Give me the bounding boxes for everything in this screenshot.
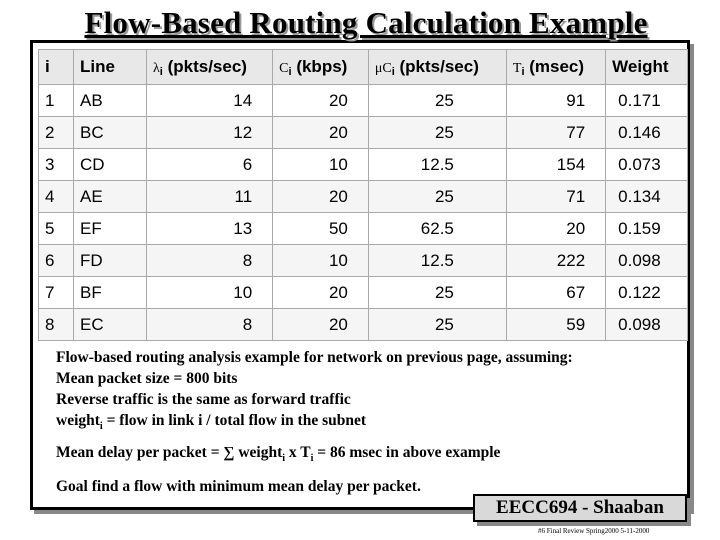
lambda-unit: (pkts/sec): [167, 56, 247, 76]
table-row: [39, 245, 688, 277]
cell-line: AE: [74, 181, 147, 213]
cell-i: 7: [39, 277, 74, 309]
cell-lambda: 13: [147, 213, 273, 245]
header-weight: Weight: [606, 50, 688, 85]
mean-delay-result: = 86 msec in above example: [313, 444, 501, 462]
header-capacity: [273, 50, 369, 85]
cell-i: 1: [39, 85, 74, 117]
cell-capacity: 20: [273, 85, 369, 117]
cell-i: 3: [39, 149, 74, 181]
mean-delay-subscript-2: i: [310, 453, 314, 465]
notes-block: [56, 347, 676, 497]
routing-table: [38, 49, 688, 341]
cell-line: EC: [74, 309, 147, 341]
cell-muc: 25: [368, 277, 506, 309]
delay-symbol: T: [512, 60, 522, 76]
course-badge: EECC694 - Shaaban: [473, 494, 687, 522]
muc-subscript: i: [391, 65, 395, 78]
cell-weight: 0.159: [606, 213, 688, 245]
table-row: [39, 277, 688, 309]
goal-line: Goal find a flow with minimum mean delay per packet.: [56, 478, 421, 496]
weight-formula: = flow in link i / total flow in the subnet: [102, 412, 367, 429]
table-row: [39, 181, 688, 213]
cell-weight: 0.098: [606, 245, 688, 277]
cell-i: 5: [39, 213, 74, 245]
cell-capacity: 20: [273, 117, 369, 149]
capacity-subscript: i: [288, 65, 292, 78]
header-muc: [368, 50, 506, 85]
cell-muc: 12.5: [368, 245, 506, 277]
cell-lambda: 12: [147, 117, 273, 149]
cell-line: BF: [74, 277, 147, 309]
cell-line: CD: [74, 149, 147, 181]
cell-capacity: 50: [273, 213, 369, 245]
cell-i: 8: [39, 309, 74, 341]
lambda-subscript: i: [159, 65, 163, 78]
cell-muc: 25: [368, 181, 506, 213]
cell-weight: 0.146: [606, 117, 688, 149]
muc-unit: (pkts/sec): [399, 56, 479, 76]
cell-weight: 0.134: [606, 181, 688, 213]
delay-subscript: i: [521, 65, 525, 78]
table-row: [39, 309, 688, 341]
note-line: Mean packet size = 800 bits: [56, 370, 238, 387]
routing-table-container: [38, 49, 688, 335]
cell-i: 4: [39, 181, 74, 213]
cell-line: AB: [74, 85, 147, 117]
mean-delay-subscript-1: i: [282, 453, 286, 465]
note-line: Reverse traffic is the same as forward traffic: [56, 391, 351, 408]
lambda-symbol: λ: [153, 60, 160, 76]
cell-muc: 12.5: [368, 149, 506, 181]
cell-weight: 0.122: [606, 277, 688, 309]
cell-lambda: 6: [147, 149, 273, 181]
cell-delay: 20: [506, 213, 605, 245]
table-row: [39, 117, 688, 149]
weight-word: weight: [56, 412, 100, 429]
table-row: [39, 213, 688, 245]
cell-lambda: 11: [147, 181, 273, 213]
header-delay: [506, 50, 605, 85]
cell-delay: 67: [506, 277, 605, 309]
cell-i: 6: [39, 245, 74, 277]
cell-i: 2: [39, 117, 74, 149]
cell-capacity: 20: [273, 309, 369, 341]
capacity-symbol: C: [279, 60, 289, 76]
note-line: Flow-based routing analysis example for network on previous page, assuming:: [56, 349, 573, 366]
cell-lambda: 14: [147, 85, 273, 117]
cell-delay: 222: [506, 245, 605, 277]
capacity-unit: (kbps): [296, 56, 348, 76]
cell-line: EF: [74, 213, 147, 245]
delay-unit: (msec): [529, 56, 585, 76]
weight-definition: [56, 410, 676, 437]
footer-caption: #6 Final Review Spring2000 5-11-2000: [538, 527, 650, 535]
cell-capacity: 20: [273, 181, 369, 213]
header-i: i: [39, 50, 74, 85]
cell-delay: 71: [506, 181, 605, 213]
cell-capacity: 20: [273, 277, 369, 309]
cell-delay: 59: [506, 309, 605, 341]
weight-subscript: i: [99, 421, 103, 433]
cell-line: BC: [74, 117, 147, 149]
cell-muc: 25: [368, 117, 506, 149]
cell-weight: 0.098: [606, 309, 688, 341]
cell-lambda: 8: [147, 245, 273, 277]
header-lambda: [147, 50, 273, 85]
cell-weight: 0.073: [606, 149, 688, 181]
cell-muc: 25: [368, 85, 506, 117]
cell-capacity: 10: [273, 149, 369, 181]
muc-symbol: μC: [374, 60, 392, 76]
table-row: [39, 149, 688, 181]
cell-muc: 25: [368, 309, 506, 341]
cell-lambda: 10: [147, 277, 273, 309]
header-line: Line: [74, 50, 147, 85]
cell-weight: 0.171: [606, 85, 688, 117]
cell-muc: 62.5: [368, 213, 506, 245]
slide-title: Flow-Based Routing Calculation Example: [84, 5, 648, 40]
table-header-row: [39, 50, 688, 85]
mean-delay-formula: [56, 442, 676, 469]
mean-delay-prefix: Mean delay per packet = ∑ weight: [56, 444, 283, 462]
cell-delay: 154: [506, 149, 605, 181]
cell-lambda: 8: [147, 309, 273, 341]
cell-delay: 77: [506, 117, 605, 149]
cell-line: FD: [74, 245, 147, 277]
mean-delay-mid: x T: [285, 444, 311, 462]
table-row: [39, 85, 688, 117]
cell-capacity: 10: [273, 245, 369, 277]
cell-delay: 91: [506, 85, 605, 117]
